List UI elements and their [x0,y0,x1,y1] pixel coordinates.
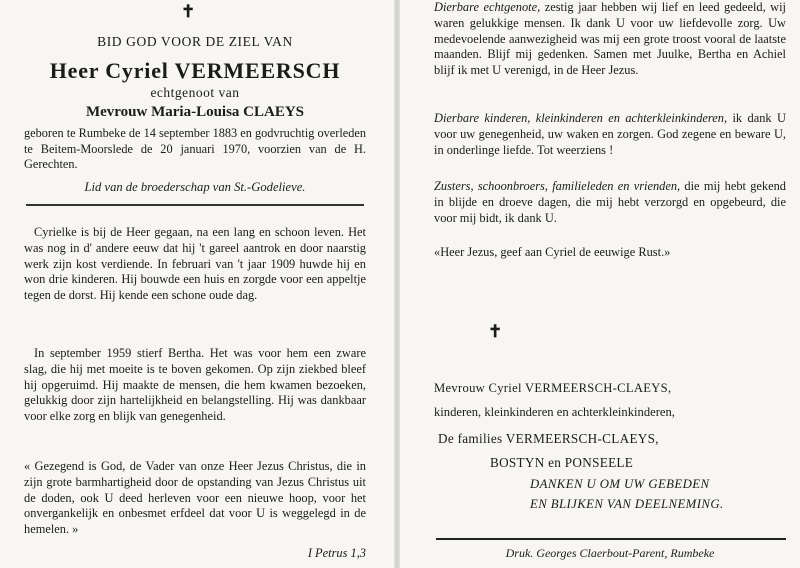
deceased-name: Heer Cyriel VERMEERSCH [49,58,341,83]
thanks-widow: Mevrouw Cyriel VERMEERSCH-CLAEYS, [434,381,672,395]
message-lead: Dierbare kinderen, kleinkinderen en achterkleinkinderen, [434,111,728,125]
divider [436,538,786,540]
divider [26,204,364,206]
thanks-families: De families VERMEERSCH-CLAEYS, [438,431,659,446]
right-panel [402,0,800,568]
card-fold [394,0,400,568]
thanks-message: DANKEN U OM UW GEBEDEN [530,477,710,491]
scripture-citation: I Petrus 1,3 [307,546,366,560]
scripture-quote: « Gezegend is God, de Vader van onze Heer Jezus Christus, die in zijn grote barmhartigheid door de opstanding van Jezus Christus uit de doden, ook U deed herleven voor een nieuwe hoop, voor het onvergankelijk en onbesmet erfdeel dat voor U is weggelegd in de hemelen. » [24,459,366,537]
message-lead: Zusters, schoonbroers, familieleden en vrienden, [434,179,681,193]
thanks-message-2: EN BLIJKEN VAN DEELNEMING. [530,497,724,511]
birth-death-text: geboren te Rumbeke de 14 september 1883 en godvruchtig overleden te Beitem-Moorslede de 20 januari 1970, voorzien van de H. Gerechten. [24,126,366,171]
message-lead: Dierbare echtgenote, [434,0,541,14]
left-panel [0,0,392,568]
prayer-heading: BID GOD VOOR DE ZIEL VAN [97,34,293,49]
message-text: die mij hebt gekend in blijde en droeve dagen, die mij hebt verzorgd en opgebeurd, die voor mij bidt, ik dank U. [434,179,786,225]
closing-prayer: «Heer Jezus, geef aan Cyriel de eeuwige Rust.» [434,245,671,259]
cross-icon: ✝ [488,322,503,341]
biography-paragraph: Cyrielke is bij de Heer gegaan, na een lang en schoon leven. Het was nog in d' andere eeuw dat hij 't gareel aantrok en door naarstig werk zijn kost verdiende. In februari van 't jaar 1909 huwde hij en won drie kinderen. Hij bouwde een huis en zorgde voor een appeltje tegen de dorst. Hij kende een schone oude dag. [24,225,366,303]
brotherhood-note: Lid van de broederschap van St.-Godelieve. [84,180,306,194]
thanks-descendants: kinderen, kleinkinderen en achterkleinkinderen, [434,405,675,419]
printer-credit: Druk. Georges Claerbout-Parent, Rumbeke [505,546,715,560]
message-spouse [434,0,786,79]
cross-icon: ✝ [181,2,196,21]
spouse-label: echtgenoot van [150,85,240,100]
message-text: ik dank U voor uw genegenheid, uw waken en zorgen. God zegene en beware U, in onderlinge liefde. Tot weerziens ! [434,111,786,157]
biography-paragraph: In september 1959 stierf Bertha. Het was voor hem een zware slag, die hij met moeite is te boven gekomen. Op zijn ziekbed bleef hij opgeruimd. Hij maakte de mensen, die hem kwamen bezoeken, gelukkig door zijn hartelijkheid en belangstelling. Hij was dankbaar voor elke zorg en blijk van genegenheid. [24,346,366,424]
message-text: zestig jaar hebben wij lief en leed gedeeld, wij waren gelukkige mensen. Ik dank U voor uw liefdevolle zorg. Uw medevoelende aanwezigheid was mij een grote troost vooral de laatste maanden. Blijf mij gedenken. Samen met Juulke, Bertha en Achiel blijf ik met U verenigd, in de Heer Jezus. [434,0,786,78]
message-children [434,111,786,158]
thanks-families-2: BOSTYN en PONSEELE [490,455,634,470]
message-family [434,179,786,226]
spouse-name: Mevrouw Maria-Louisa CLAEYS [85,104,305,120]
